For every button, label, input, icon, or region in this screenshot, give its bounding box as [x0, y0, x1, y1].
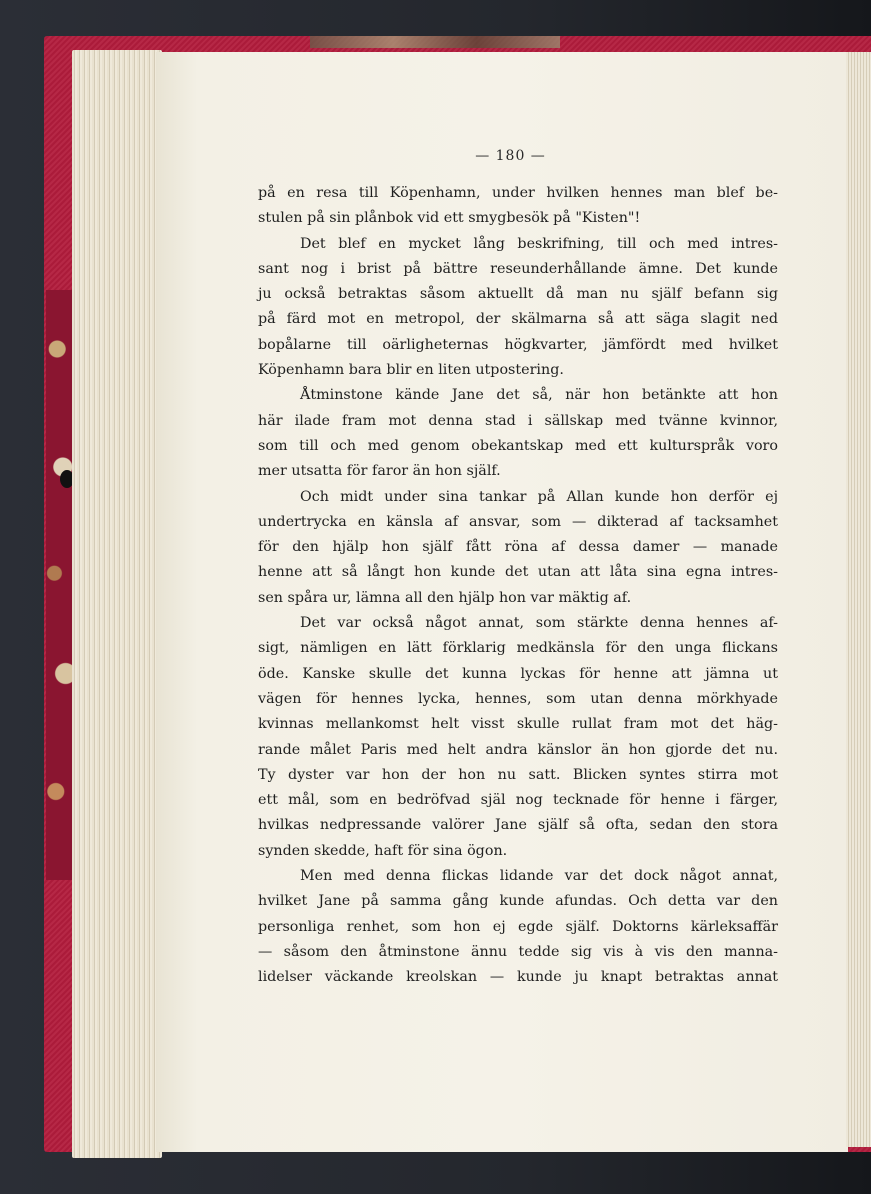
- text-line: som till och med genom obekantskap med ett kulturspråk voro: [258, 437, 778, 454]
- text-line: rande målet Paris med helt andra känslor än hon gjorde det nu.: [258, 741, 778, 758]
- page-edges-right: [846, 52, 871, 1147]
- page-number: — 180 —: [475, 148, 546, 164]
- text-line: hvilkas nedpressande valörer Jane själf så ofta, sedan den stora: [258, 817, 778, 834]
- text-line: lidelser väckande kreolskan — kunde ju knapt betraktas annat: [258, 969, 778, 986]
- text-line: Åtminstone kände Jane det så, när hon betänkte att hon: [300, 387, 778, 404]
- text-line: för den hjälp hon själf fått röna af dessa damer — manade: [258, 539, 778, 556]
- text-line: ett mål, som en bedröfvad själ nog tecknade för henne i färger,: [258, 792, 778, 809]
- cover-spine-binding: [310, 36, 560, 48]
- text-line: öde. Kanske skulle det kunna lyckas för henne att jämna ut: [258, 665, 778, 682]
- text-line: Köpenhamn bara blir en liten utpostering.: [258, 362, 564, 379]
- text-line: Ty dyster var hon der hon nu satt. Blicken syntes stirra mot: [258, 766, 778, 783]
- text-line: på en resa till Köpenhamn, under hvilken hennes man blef be-: [258, 185, 778, 201]
- text-line: personliga renhet, som hon ej egde själf. Doktorns kärleksaffär: [258, 918, 778, 935]
- text-line: på färd mot en metropol, der skälmarna så att säga slagit ned: [258, 311, 778, 328]
- text-line: Det blef en mycket lång beskrifning, till och med intres-: [300, 235, 778, 252]
- body-text: [258, 181, 778, 991]
- text-line: ju också betraktas såsom aktuellt då man nu själf befann sig: [258, 286, 778, 303]
- text-line: henne att så långt hon kunde det utan att låta sina egna intres-: [258, 564, 778, 581]
- text-line: Och midt under sina tankar på Allan kunde hon derför ej: [300, 488, 778, 505]
- text-line: mer utsatta för faror än hon själf.: [258, 463, 501, 480]
- text-line: kvinnas mellankomst helt visst skulle rullat fram mot det häg-: [258, 716, 778, 733]
- text-line: vägen för hennes lycka, hennes, som utan denna mörkhyade: [258, 690, 778, 707]
- text-line: stulen på sin plånbok vid ett smygbesök på "Kisten"!: [258, 210, 641, 227]
- page-edges-left: [72, 50, 162, 1158]
- text-line: Men med denna flickas lidande var det dock något annat,: [300, 868, 778, 885]
- text-line: Det var också något annat, som stärkte denna hennes af-: [300, 615, 778, 632]
- text-line: hvilket Jane på samma gång kunde afundas. Och detta var den: [258, 893, 778, 910]
- marbled-endpaper: [46, 290, 74, 880]
- text-line: bopålarne till oärligheternas högkvarter, jämfördt med hvilket: [258, 336, 778, 353]
- text-line: sen spåra ur, lämna all den hjälp hon var mäktig af.: [258, 589, 632, 606]
- text-line: undertrycka en känsla af ansvar, som — dikterad af tacksamhet: [258, 513, 778, 530]
- text-line: sant nog i brist på bättre reseunderhållande ämne. Det kunde: [258, 260, 778, 277]
- text-line: — såsom den åtminstone ännu tedde sig vis à vis den manna-: [258, 943, 778, 960]
- text-line: synden skedde, haft för sina ögon.: [258, 842, 508, 859]
- text-line: sigt, nämligen en lätt förklarig medkänsla för den unga flickans: [258, 640, 778, 657]
- text-line: här ilade fram mot denna stad i sällskap med tvänne kvinnor,: [258, 412, 778, 429]
